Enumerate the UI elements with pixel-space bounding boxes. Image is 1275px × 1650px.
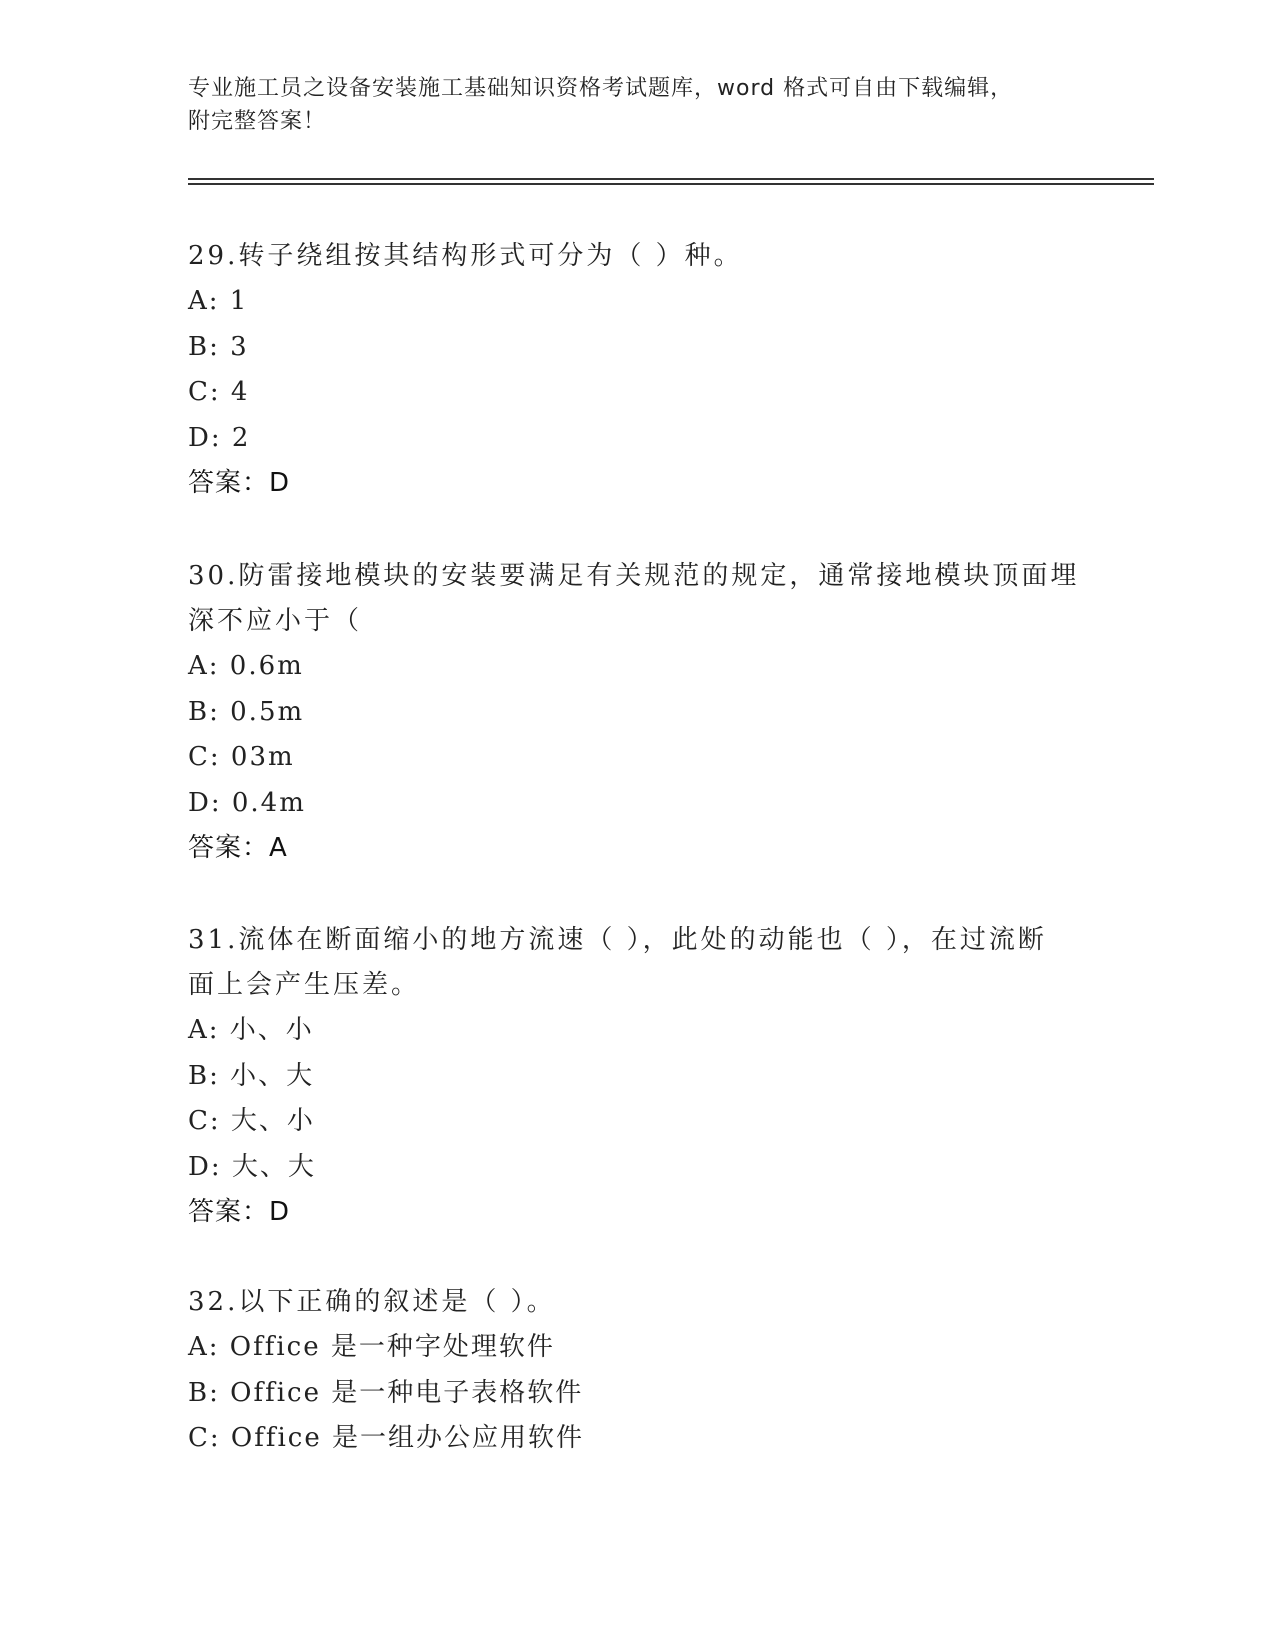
option-a: A: 1 bbox=[188, 286, 249, 316]
option-d: D: 大、大 bbox=[188, 1151, 316, 1182]
option-c: C: Office 是一组办公应用软件 bbox=[188, 1423, 585, 1453]
option-b: B: 小、大 bbox=[188, 1060, 315, 1091]
option-a: A: 0.6m bbox=[188, 651, 304, 681]
header-divider-bottom bbox=[188, 183, 1154, 185]
option-a: A: 小、小 bbox=[188, 1015, 314, 1045]
option-b: B: Office 是一种电子表格软件 bbox=[188, 1377, 584, 1408]
option-d: D: 0.4m bbox=[188, 787, 306, 818]
question-stem: 29.转子绕组按其结构形式可分为（ ）种。 bbox=[188, 241, 743, 271]
answer-label: 答案：D bbox=[188, 468, 291, 498]
header-divider-top bbox=[188, 178, 1154, 180]
header-line-2: 附完整答案！ bbox=[188, 109, 327, 134]
question-stem-line-1: 30.防雷接地模块的安装要满足有关规范的规定，通常接地模块顶面埋 bbox=[188, 561, 1080, 591]
question-29 bbox=[188, 234, 1088, 506]
question-stem-line-2: 面上会产生压差。 bbox=[188, 970, 421, 1000]
option-c: C: 4 bbox=[188, 377, 250, 407]
option-d: D: 2 bbox=[188, 422, 251, 453]
question-stem-line-2: 深不应小于（ bbox=[188, 606, 363, 636]
document-header bbox=[188, 72, 1068, 138]
header-line-1: 专业施工员之设备安装施工基础知识资格考试题库，word 格式可自由下载编辑， bbox=[188, 76, 1014, 101]
answer-label: 答案：D bbox=[188, 1197, 291, 1227]
question-30 bbox=[188, 554, 1088, 871]
question-32 bbox=[188, 1280, 1088, 1462]
option-c: C: 03m bbox=[188, 742, 295, 772]
question-31 bbox=[188, 918, 1088, 1235]
option-b: B: 0.5m bbox=[188, 696, 305, 727]
option-c: C: 大、小 bbox=[188, 1106, 315, 1136]
question-stem-line-1: 31.流体在断面缩小的地方流速（ ），此处的动能也（ ），在过流断 bbox=[188, 925, 1047, 955]
question-stem: 32.以下正确的叙述是（ ）。 bbox=[188, 1287, 556, 1317]
option-b: B: 3 bbox=[188, 331, 249, 362]
option-a: A: Office 是一种字处理软件 bbox=[188, 1332, 555, 1362]
answer-label: 答案：A bbox=[188, 833, 288, 863]
